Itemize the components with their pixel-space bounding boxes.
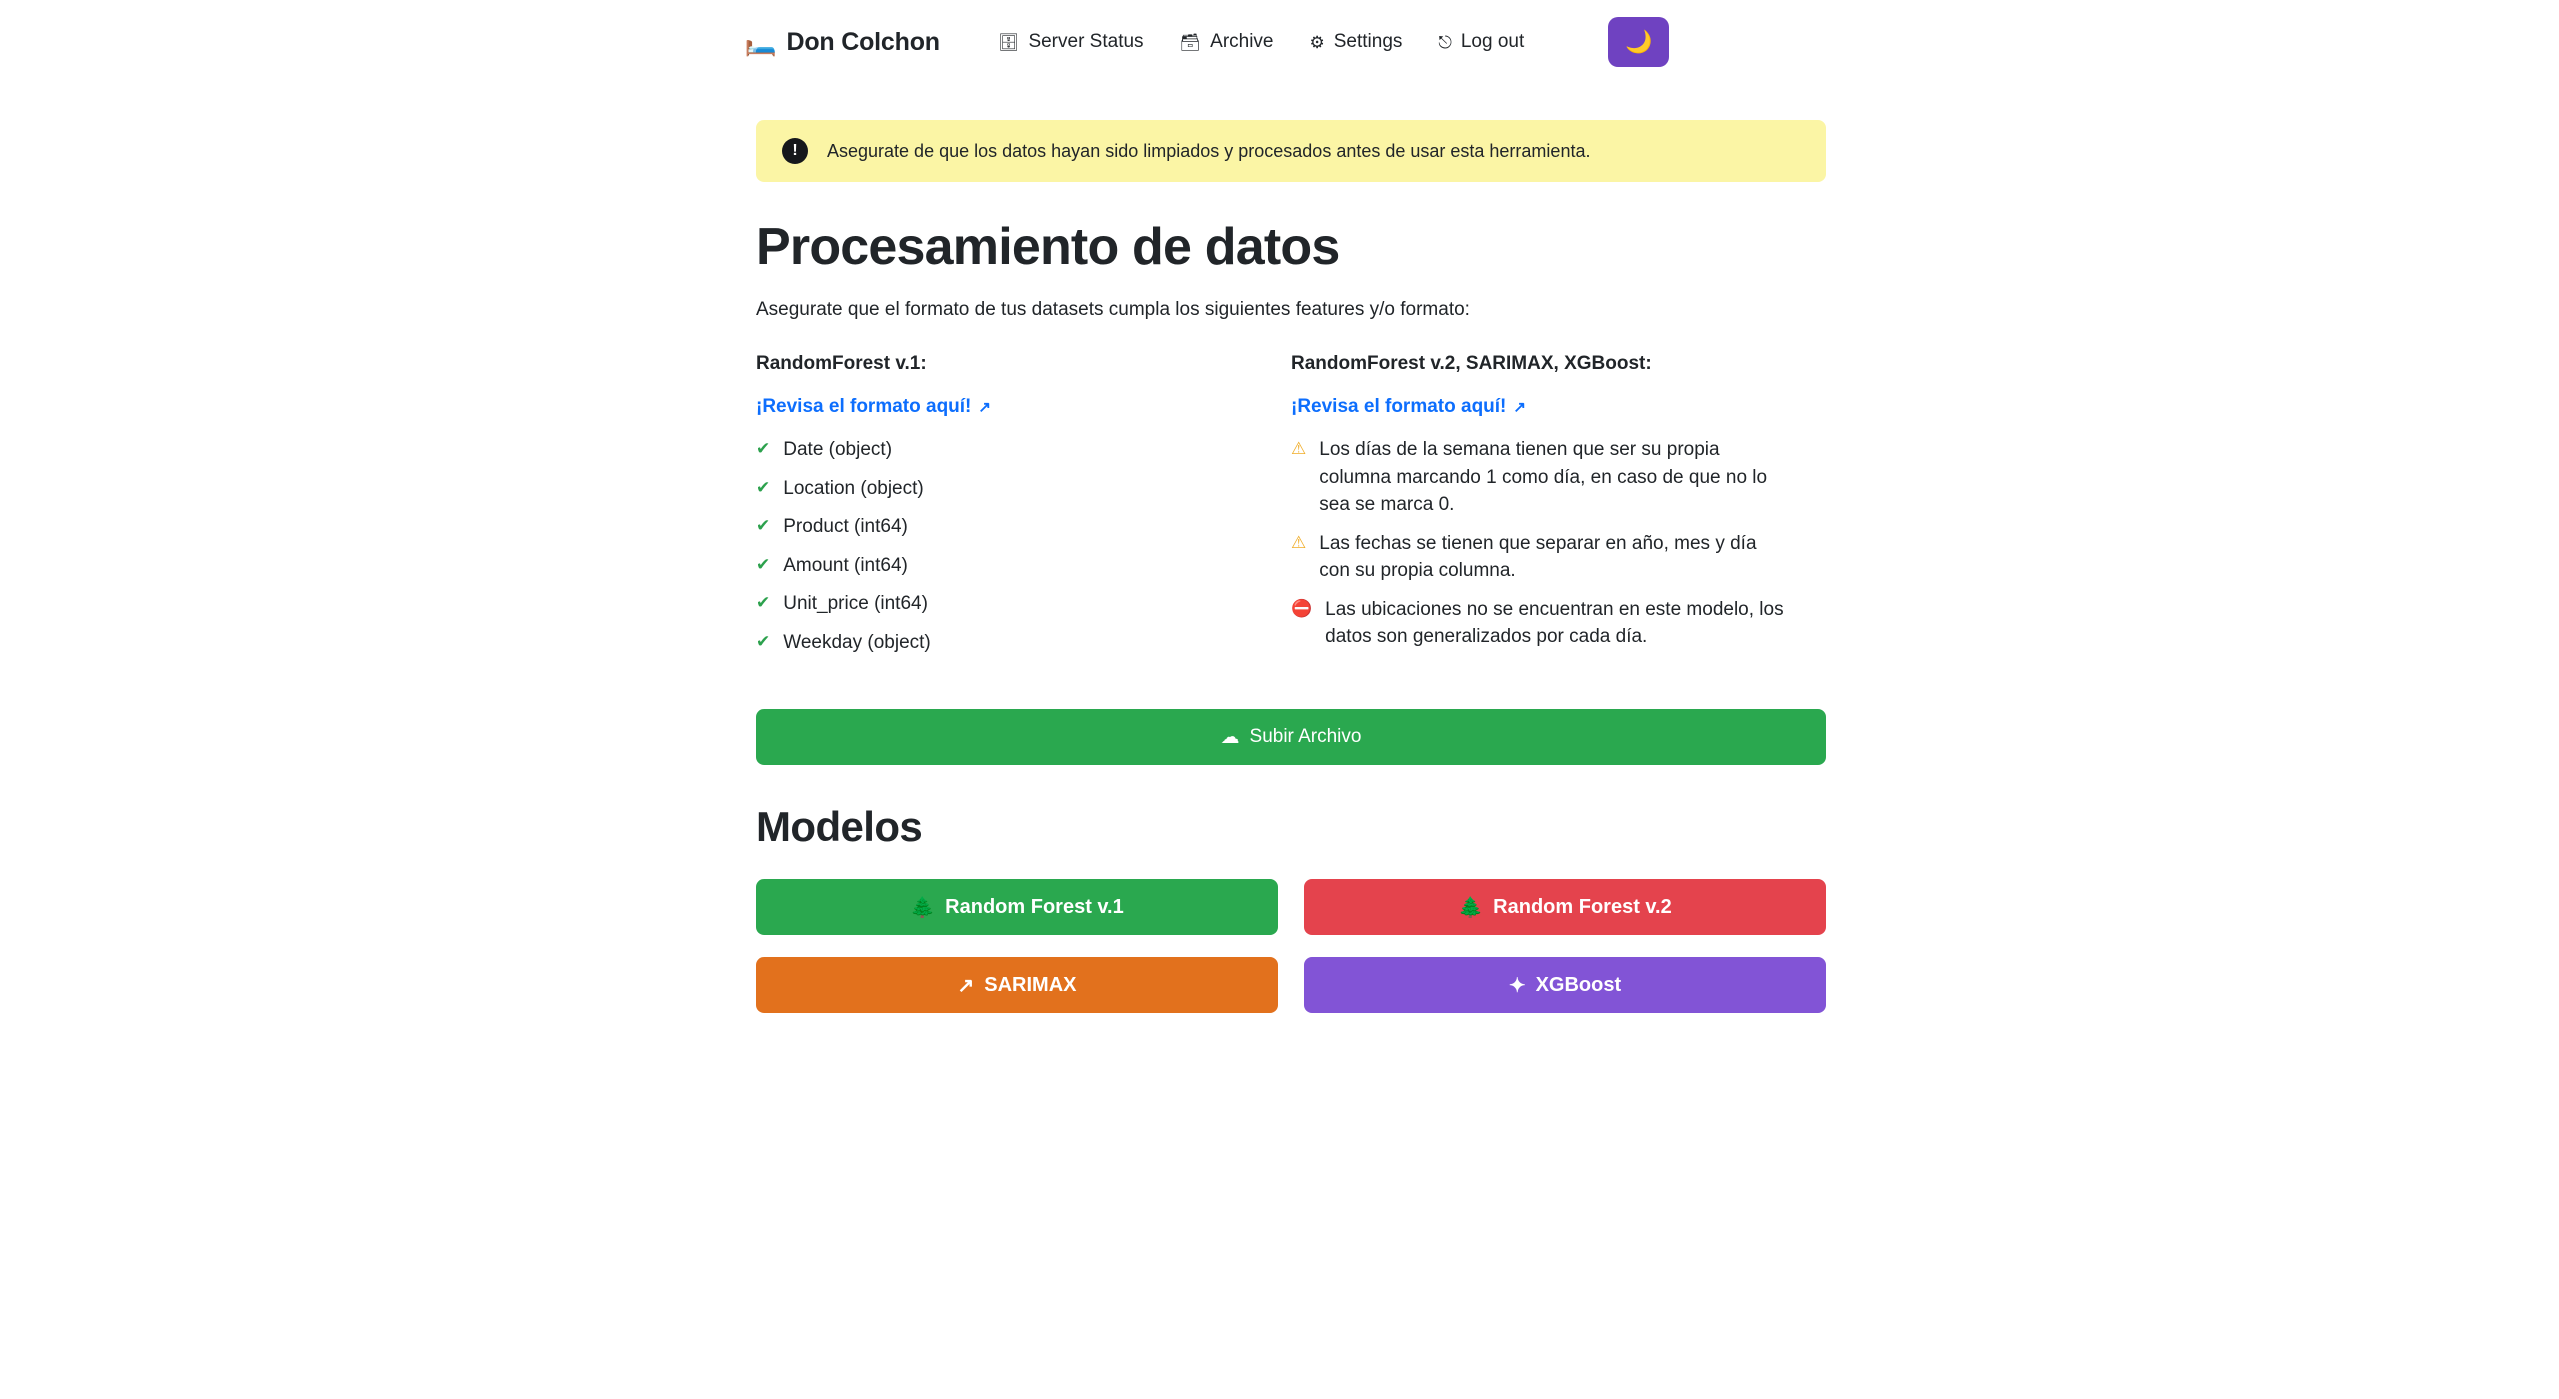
nav-links	[998, 31, 1524, 53]
note-label: Los días de la semana tienen que ser su propia columna marcando 1 como día, en caso de que no lo sea se marca 0.	[1319, 439, 1768, 516]
list-item	[756, 590, 1251, 618]
archive-icon: 🗃	[1179, 32, 1202, 52]
nav-item-settings-label: Settings	[1333, 31, 1403, 52]
feature-label: Weekday (object)	[783, 631, 931, 653]
model-button-random-forest-v1[interactable]	[756, 879, 1278, 935]
note-list-v2	[1291, 436, 1786, 651]
warning-circle-icon: ⚠	[1291, 532, 1307, 552]
list-item	[1291, 596, 1786, 651]
model-button-grid	[756, 879, 1826, 1013]
page-subtitle: Asegurate que el formato de tus datasets cumpla los siguientes features y/o formato:	[756, 299, 1470, 320]
format-link-v2[interactable]	[1291, 396, 1526, 418]
navbar	[0, 0, 2559, 84]
model-button-sarimax[interactable]	[756, 957, 1278, 1013]
tree-icon: 🌲	[910, 896, 936, 919]
external-link-icon: ↗	[978, 399, 991, 416]
nav-item-server-status-label: Server Status	[1028, 31, 1144, 52]
main-container	[756, 120, 1826, 1013]
mattress-emoji-icon: 🛏️	[744, 27, 777, 57]
format-link-v2-label: ¡Revisa el formato aquí!	[1291, 396, 1507, 417]
nav-item-settings[interactable]	[1310, 31, 1403, 53]
page-title: Procesamiento de datos	[756, 218, 1340, 276]
upload-file-button-label: Subir Archivo	[1249, 726, 1362, 748]
model-button-label: Random Forest v.1	[945, 895, 1124, 918]
check-circle-icon: ✔	[756, 593, 771, 613]
exclamation-icon: !	[782, 138, 808, 164]
check-circle-icon: ✔	[756, 631, 771, 651]
feature-label: Date (object)	[783, 439, 893, 460]
model-button-label: XGBoost	[1535, 973, 1622, 996]
nav-item-archive[interactable]	[1180, 31, 1274, 53]
list-item	[756, 552, 1251, 580]
check-circle-icon: ✔	[756, 516, 771, 536]
chart-scatter-icon: ✦	[1508, 974, 1526, 997]
list-item	[756, 475, 1251, 503]
column-randomforest-v1	[756, 353, 1291, 667]
model-button-random-forest-v2[interactable]	[1304, 879, 1826, 935]
warning-alert-text: Asegurate de que los datos hayan sido limpiados y procesados antes de usar esta herramienta.	[827, 140, 1591, 161]
models-title: Modelos	[756, 803, 923, 851]
feature-label: Unit_price (int64)	[783, 593, 928, 615]
nav-item-log-out[interactable]	[1438, 31, 1524, 53]
note-label: Las fechas se tienen que separar en año, mes y día con su propia columna.	[1319, 532, 1757, 582]
database-icon: 🗄	[997, 32, 1020, 52]
nav-item-archive-label: Archive	[1210, 31, 1274, 52]
warning-circle-icon: ⚠	[1291, 439, 1307, 458]
list-item	[756, 436, 1251, 464]
note-label: Las ubicaciones no se encuentran en este modelo, los datos son generalizados por cada día.	[1325, 598, 1784, 648]
tree-icon: 🌲	[1458, 896, 1484, 919]
navbar-inner	[745, 17, 1815, 67]
format-columns	[756, 353, 1826, 667]
nav-item-log-out-label: Log out	[1460, 31, 1525, 52]
model-button-xgboost[interactable]	[1304, 957, 1826, 1013]
check-circle-icon: ✔	[756, 477, 771, 497]
feature-list-v1	[756, 436, 1251, 656]
list-item	[1291, 530, 1786, 585]
brand[interactable]	[745, 26, 940, 58]
feature-label: Location (object)	[783, 477, 924, 499]
nav-item-server-status[interactable]	[998, 31, 1144, 53]
feature-label: Amount (int64)	[783, 554, 908, 576]
cloud-upload-icon: ☁	[1220, 726, 1240, 748]
upload-file-button[interactable]	[756, 709, 1826, 765]
column-models-v2-heading: RandomForest v.2, SARIMAX, XGBoost:	[1291, 353, 1652, 374]
external-link-icon: ↗	[1513, 399, 1526, 416]
logout-icon: ⎋	[1438, 32, 1452, 52]
format-link-v1[interactable]	[756, 396, 991, 418]
theme-toggle-button[interactable]	[1608, 17, 1669, 67]
model-button-label: SARIMAX	[984, 973, 1077, 996]
moon-icon: 🌙	[1625, 29, 1653, 54]
feature-label: Product (int64)	[783, 516, 908, 538]
chart-line-icon: ↗	[957, 974, 975, 997]
model-button-label: Random Forest v.2	[1493, 895, 1672, 918]
column-models-v2	[1291, 353, 1826, 667]
column-randomforest-v1-heading: RandomForest v.1:	[756, 353, 927, 374]
brand-name: Don Colchon	[786, 27, 940, 56]
list-item	[1291, 436, 1786, 519]
list-item	[756, 513, 1251, 541]
check-circle-icon: ✔	[756, 554, 771, 574]
format-link-v1-label: ¡Revisa el formato aquí!	[756, 396, 972, 417]
check-circle-icon: ✔	[756, 439, 771, 458]
gear-icon: ⚙	[1309, 32, 1325, 52]
error-circle-icon: ⛔	[1291, 598, 1313, 618]
list-item	[756, 629, 1251, 657]
warning-alert	[756, 120, 1826, 182]
